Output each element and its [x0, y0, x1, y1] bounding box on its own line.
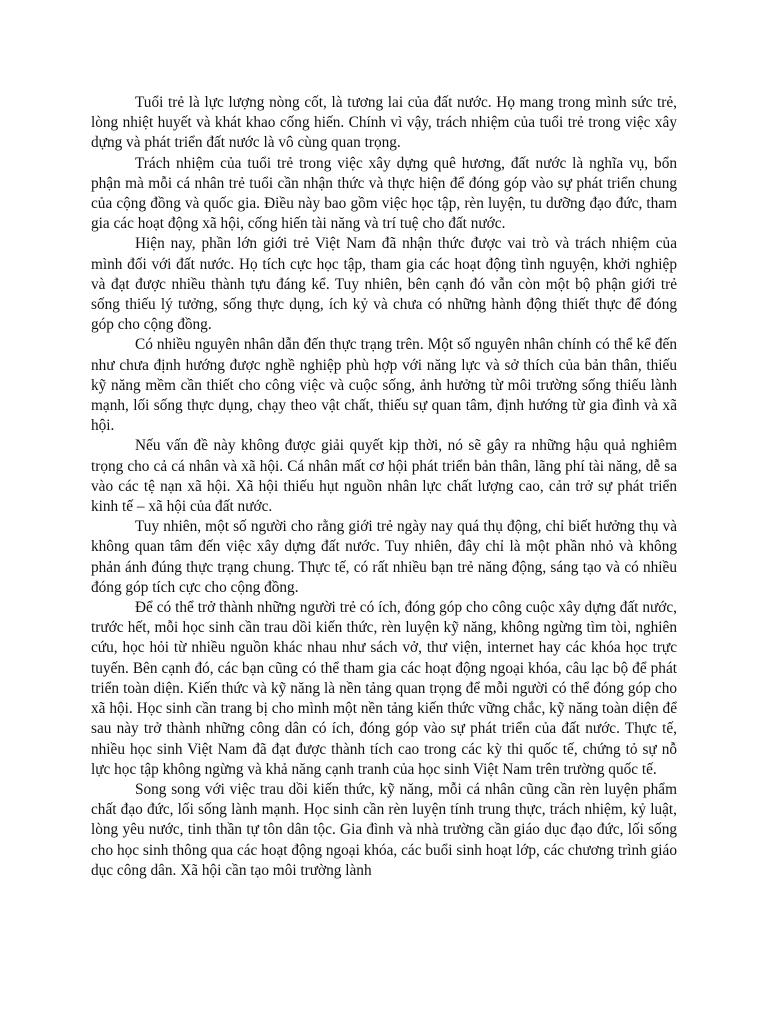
paragraph-1: Tuổi trẻ là lực lượng nòng cốt, là tương lai của đất nước. Họ mang trong mình sức trẻ, lòng nhiệt huyết và khát khao cống hiến. Chính vì vậy, trách nhiệm của tuổi trẻ trong việc xây dựng và phát triển đất nước là vô cùng quan trọng.	[91, 94, 677, 152]
paragraph-3: Hiện nay, phần lớn giới trẻ Việt Nam đã nhận thức được vai trò và trách nhiệm của mình đối với đất nước. Họ tích cực học tập, tham gia các hoạt động tình nguyện, khởi nghiệp và đạt được nhiều thành tựu đáng kể. Tuy nhiên, bên cạnh đó vẫn còn một bộ phận giới trẻ sống thiếu lý tưởng, sống thực dụng, ích kỷ và chưa có những hành động thiết thực để đóng góp cho cộng đồng.	[91, 235, 677, 334]
paragraph-4: Có nhiều nguyên nhân dẫn đến thực trạng trên. Một số nguyên nhân chính có thể kể đến như chưa định hướng được nghề nghiệp phù hợp với năng lực và sở thích của bản thân, thiếu kỹ năng mềm cần thiết cho công việc và cuộc sống, ảnh hưởng từ môi trường sống thiếu lành mạnh, lối sống thực dụng, chạy theo vật chất, thiếu sự quan tâm, định hướng từ gia đình và xã hội.	[91, 336, 677, 435]
document-body	[91, 93, 677, 881]
paragraph-6: Tuy nhiên, một số người cho rằng giới trẻ ngày nay quá thụ động, chỉ biết hưởng thụ và không quan tâm đến việc xây dựng đất nước. Tuy nhiên, đây chỉ là một phần nhỏ và không phản ánh đúng thực trạng chung. Thực tế, có rất nhiều bạn trẻ năng động, sáng tạo và có nhiều đóng góp tích cực cho cộng đồng.	[91, 518, 677, 596]
paragraph-7: Để có thể trở thành những người trẻ có ích, đóng góp cho công cuộc xây dựng đất nước, trước hết, mỗi học sinh cần trau dồi kiến thức, rèn luyện kỹ năng, không ngừng tìm tòi, nghiên cứu, học hỏi từ nhiều nguồn khác nhau như sách vở, thư viện, internet hay các khóa học trực tuyến. Bên cạnh đó, các bạn cũng có thể tham gia các hoạt động ngoại khóa, câu lạc bộ để phát triển toàn diện. Kiến thức và kỹ năng là nền tảng quan trọng để mỗi người có thể đóng góp cho xã hội. Học sinh cần trang bị cho mình một nền tảng kiến thức vững chắc, kỹ năng toàn diện để sau này trở thành những công dân có ích, đóng góp vào sự phát triển của đất nước. Thực tế, nhiều học sinh Việt Nam đã đạt được thành tích cao trong các kỳ thi quốc tế, chứng tỏ sự nỗ lực học tập không ngừng và khả năng cạnh tranh của học sinh Việt Nam trên trường quốc tế.	[91, 599, 677, 778]
paragraph-8: Song song với việc trau dồi kiến thức, kỹ năng, mỗi cá nhân cũng cần rèn luyện phẩm chất đạo đức, lối sống lành mạnh. Học sinh cần rèn luyện tính trung thực, trách nhiệm, kỷ luật, lòng yêu nước, tinh thần tự tôn dân tộc. Gia đình và nhà trường cần giáo dục đạo đức, lối sống cho học sinh thông qua các hoạt động ngoại khóa, các buổi sinh hoạt lớp, các chương trình giáo dục công dân. Xã hội cần tạo môi trường lành	[91, 780, 677, 879]
paragraph-5: Nếu vấn đề này không được giải quyết kịp thời, nó sẽ gây ra những hậu quả nghiêm trọng cho cả cá nhân và xã hội. Cá nhân mất cơ hội phát triển bản thân, lãng phí tài năng, dễ sa vào các tệ nạn xã hội. Xã hội thiếu hụt nguồn nhân lực chất lượng cao, cản trở sự phát triển kinh tế – xã hội của đất nước.	[91, 437, 677, 516]
paragraph-2: Trách nhiệm của tuổi trẻ trong việc xây dựng quê hương, đất nước là nghĩa vụ, bổn phận mà mỗi cá nhân trẻ tuổi cần nhận thức và thực hiện để đóng góp vào sự phát triển chung của cộng đồng và quốc gia. Điều này bao gồm việc học tập, rèn luyện, tu dưỡng đạo đức, tham gia các hoạt động xã hội, cống hiến tài năng và trí tuệ cho đất nước.	[91, 154, 677, 233]
